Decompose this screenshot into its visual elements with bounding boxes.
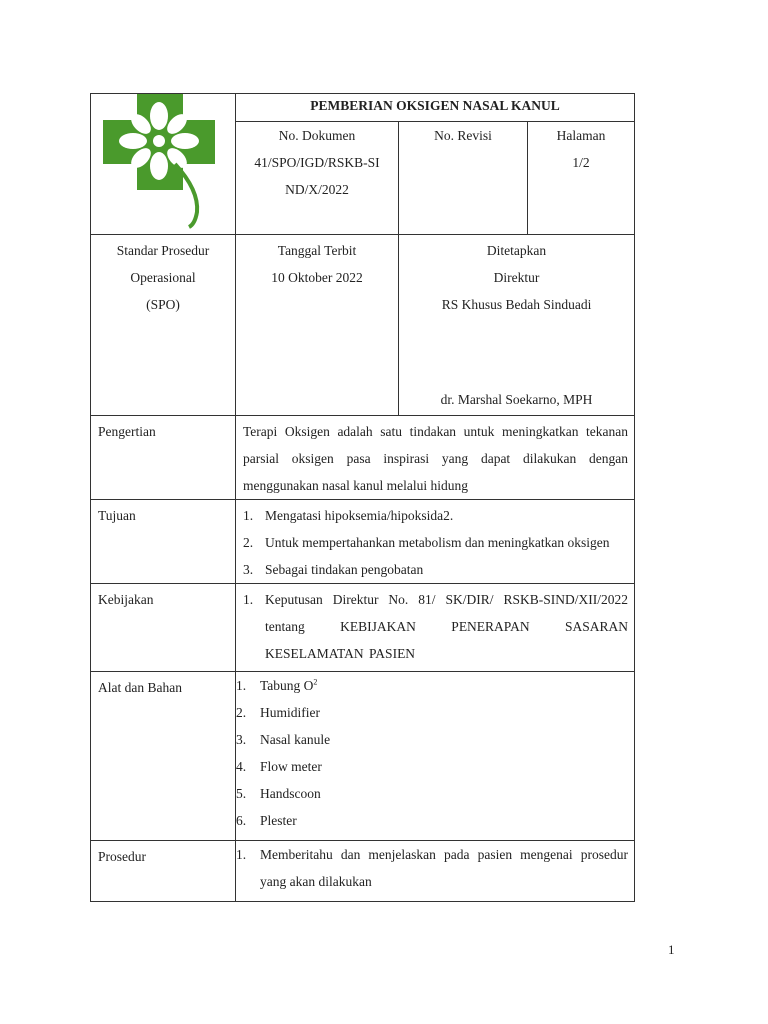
list-number: 1. [236,678,247,693]
tujuan-label: Tujuan [91,500,236,584]
list-item [243,502,628,529]
no-dokumen-cell [236,122,399,235]
list-item [236,841,628,895]
spo-line-1: Standar Prosedur [116,243,210,258]
no-dokumen-value: 41/SPO/IGD/RSKB-SIND/X/2022 [254,155,380,197]
hospital-name: RS Khusus Bedah Sinduadi [441,297,592,312]
list-text: Flow meter [260,759,322,774]
list-number: 2. [236,705,247,720]
kebijakan-label: Kebijakan [91,584,236,672]
list-item [243,529,628,556]
ditetapkan-label: Ditetapkan [486,243,547,258]
hospital-logo-cell [91,94,236,235]
document-title: PEMBERIAN OKSIGEN NASAL KANUL [236,94,635,122]
tanggal-terbit-label: Tanggal Terbit [277,243,357,258]
spo-document [90,93,634,902]
list-number: 2. [243,535,254,550]
halaman-label: Halaman [556,128,606,143]
list-item [236,672,628,699]
spo-label-cell [91,235,236,416]
list-number: 4. [236,759,247,774]
list-number: 6. [236,813,247,828]
list-item [236,753,628,780]
alat-content [236,672,635,841]
list-number: 1. [236,847,247,862]
hospital-logo-icon [103,94,215,230]
alat-label: Alat dan Bahan [91,672,236,841]
list-number: 3. [236,732,247,747]
list-text: Handscoon [260,786,321,801]
list-text: Humidifier [260,705,320,720]
halaman-cell [528,122,635,235]
list-item [236,780,628,807]
list-item [243,556,628,583]
list-text: Plester [260,813,297,828]
tanggal-terbit-cell [236,235,399,416]
no-dokumen-label: No. Dokumen [278,128,356,143]
list-item [243,586,628,667]
tanggal-terbit-value: 10 Oktober 2022 [271,270,363,285]
no-revisi-cell [399,122,528,235]
list-text: Keputusan Direktur No. 81/ SK/DIR/ RSKB-SIND/XII/2022 tentang KEBIJAKAN PENERAPAN SASARAN KESELAMATAN PASIEN [265,592,629,661]
superscript: 2 [313,677,318,687]
no-revisi-label: No. Revisi [434,128,492,143]
halaman-value: 1/2 [572,155,590,170]
list-number: 1. [243,508,254,523]
list-text: Tabung O [260,678,314,693]
pengertian-text: Terapi Oksigen adalah satu tindakan untuk meningkatkan tekanan parsial oksigen pasa inspirasi yang dapat dilakukan dengan menggunakan nasal kanul melalui hidung [236,416,635,500]
list-text: Nasal kanule [260,732,331,747]
list-number: 1. [243,592,254,607]
spo-table [90,93,635,902]
spo-line-3: (SPO) [146,297,180,312]
list-text: Sebagai tindakan pengobatan [265,562,424,577]
signer-name: dr. Marshal Soekarno, MPH [440,392,593,407]
tujuan-content [236,500,635,584]
prosedur-content [236,841,635,902]
list-item [236,699,628,726]
list-text: Mengatasi hipoksemia/hipoksida2. [265,508,454,523]
list-text: Memberitahu dan menjelaskan pada pasien mengenai prosedur yang akan dilakukan [260,847,629,889]
kebijakan-content [236,584,635,672]
pengertian-label: Pengertian [91,416,236,500]
list-number: 3. [243,562,254,577]
direktur-label: Direktur [493,270,540,285]
list-item [236,807,628,834]
list-number: 5. [236,786,247,801]
spo-line-2: Operasional [130,270,196,285]
prosedur-label: Prosedur [91,841,236,902]
list-text: Untuk mempertahankan metabolism dan meningkatkan oksigen [265,535,610,550]
page-number: 1 [668,942,675,957]
ditetapkan-cell [399,235,635,416]
list-item [236,726,628,753]
